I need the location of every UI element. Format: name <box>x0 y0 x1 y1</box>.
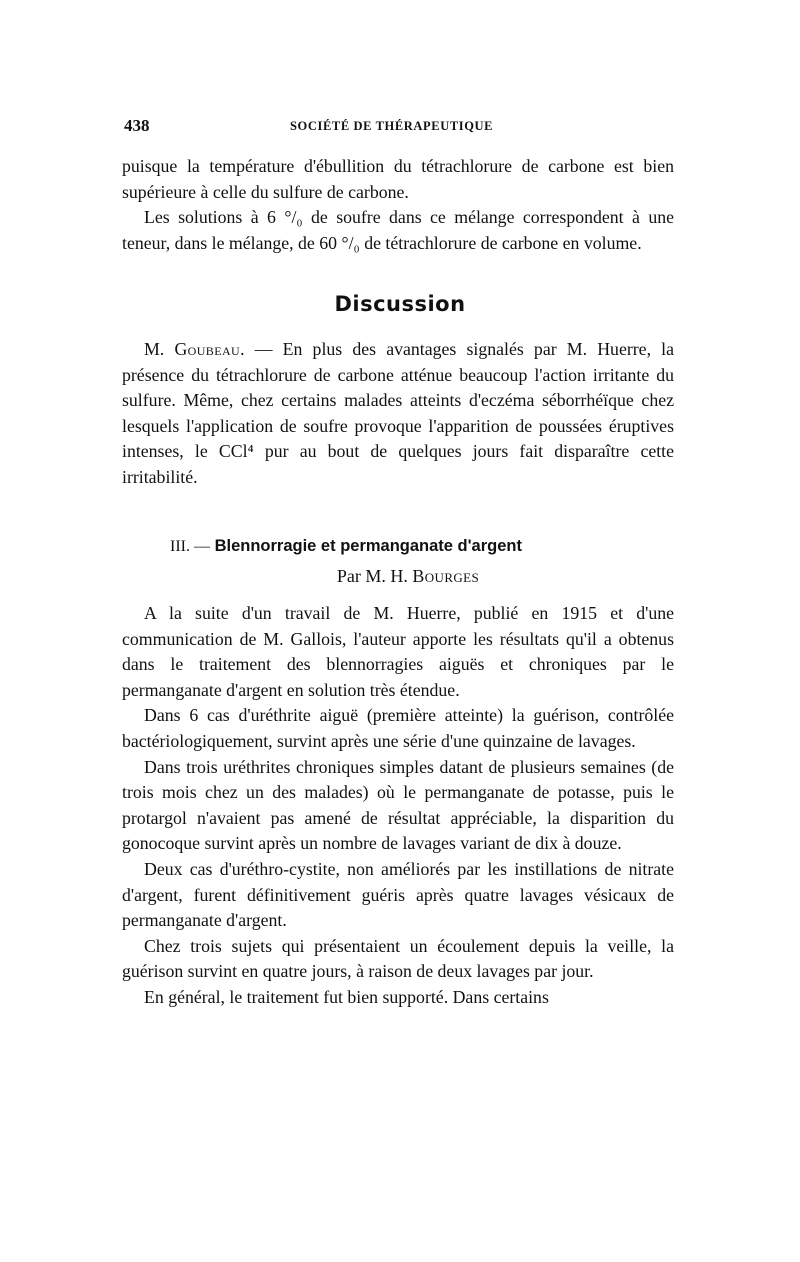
discussion-title: Discussion <box>334 292 466 316</box>
article-title-text: Blennorragie et permanganate d'argent <box>214 537 522 555</box>
article-paragraph-5: Chez trois sujets qui présentaient un écoulement depuis la veille, la guérison survint en quatre jours, à raison de deux lavages par jour. <box>122 935 674 982</box>
article-byline <box>0 566 800 587</box>
speaker-prefix: M. <box>144 339 165 359</box>
speaker-dash: — <box>254 339 273 359</box>
speaker-name: Goubeau <box>174 339 241 359</box>
discussion-text <box>122 337 674 491</box>
discussion-paragraph: M. Goubeau. — En plus des avantages signalés par M. Huerre, la présence du tétrachlorure de carbone atténue beaucoup l'action irritante du sulfure. Même, chez certains malades atteints d'eczéma séborrhéïque chez lesquels l'application de soufre provoque l'apparition de poussées éruptives intenses, le CCl⁴ pur au bout de quelques jours fait disparaître cette irritabilité. <box>122 339 675 487</box>
article-paragraph-2: Dans 6 cas d'uréthrite aiguë (première atteinte) la guérison, contrôlée bactériologiquement, survint après une série d'une quinzaine de lavages. <box>122 705 674 751</box>
article-number: III. — <box>170 538 210 555</box>
article-paragraph-6: En général, le traitement fut bien supporté. Dans certains <box>144 986 549 1007</box>
article-paragraph-3: Dans trois uréthrites chroniques simples datant de plusieurs semaines (de trois mois chez un des malades) où le permanganate de potasse, puis le protargol n'avaient pas amené de résultat appréciable, la disparition du gonocoque survint après un nombre de lavages variant de dix à douze. <box>122 756 674 854</box>
article-paragraph-1: A la suite d'un travail de M. Huerre, publié en 1915 et d'une communication de M. Gallois, l'auteur apporte les résultats qu'il a obtenus dans le traitement des blennorragies aiguës et chroniques par le permanganate d'argent en solution très étendue. <box>122 603 674 700</box>
page-header <box>124 116 672 138</box>
byline-author: Bourges <box>412 566 480 586</box>
running-head: SOCIÉTÉ DE THÉRAPEUTIQUE <box>290 119 494 133</box>
article-title <box>170 537 522 556</box>
intro-text <box>122 154 674 256</box>
byline-prefix: Par M. H. <box>336 566 408 586</box>
article-paragraph-4: Deux cas d'uréthro-cystite, non améliorés par les instillations de nitrate d'argent, furent définitivement guéris après quatre lavages vésicaux de permanganate d'argent. <box>122 858 674 931</box>
page-number: 438 <box>124 116 150 135</box>
article-text <box>122 601 674 1011</box>
intro-paragraph-2: Les solutions à 6 °/₀ de soufre dans ce mélange correspondent à une teneur, dans le mélange, de 60 °/₀ de tétrachlorure de carbone en volume. <box>122 207 674 253</box>
discussion-body: En plus des avantages signalés par M. Huerre, la présence du tétrachlorure de carbone atténue beaucoup l'action irritante du sulfure. Même, chez certains malades atteints d'eczéma séborrhéïque chez lesquels l'application de soufre provoque l'apparition de poussées éruptives intenses, le CCl⁴ pur au bout de quelques jours fait disparaître cette irritabilité. <box>122 339 675 487</box>
intro-paragraph-1: puisque la température d'ébullition du tétrachlorure de carbone est bien supérieure à celle du sulfure de carbone. <box>122 156 674 202</box>
